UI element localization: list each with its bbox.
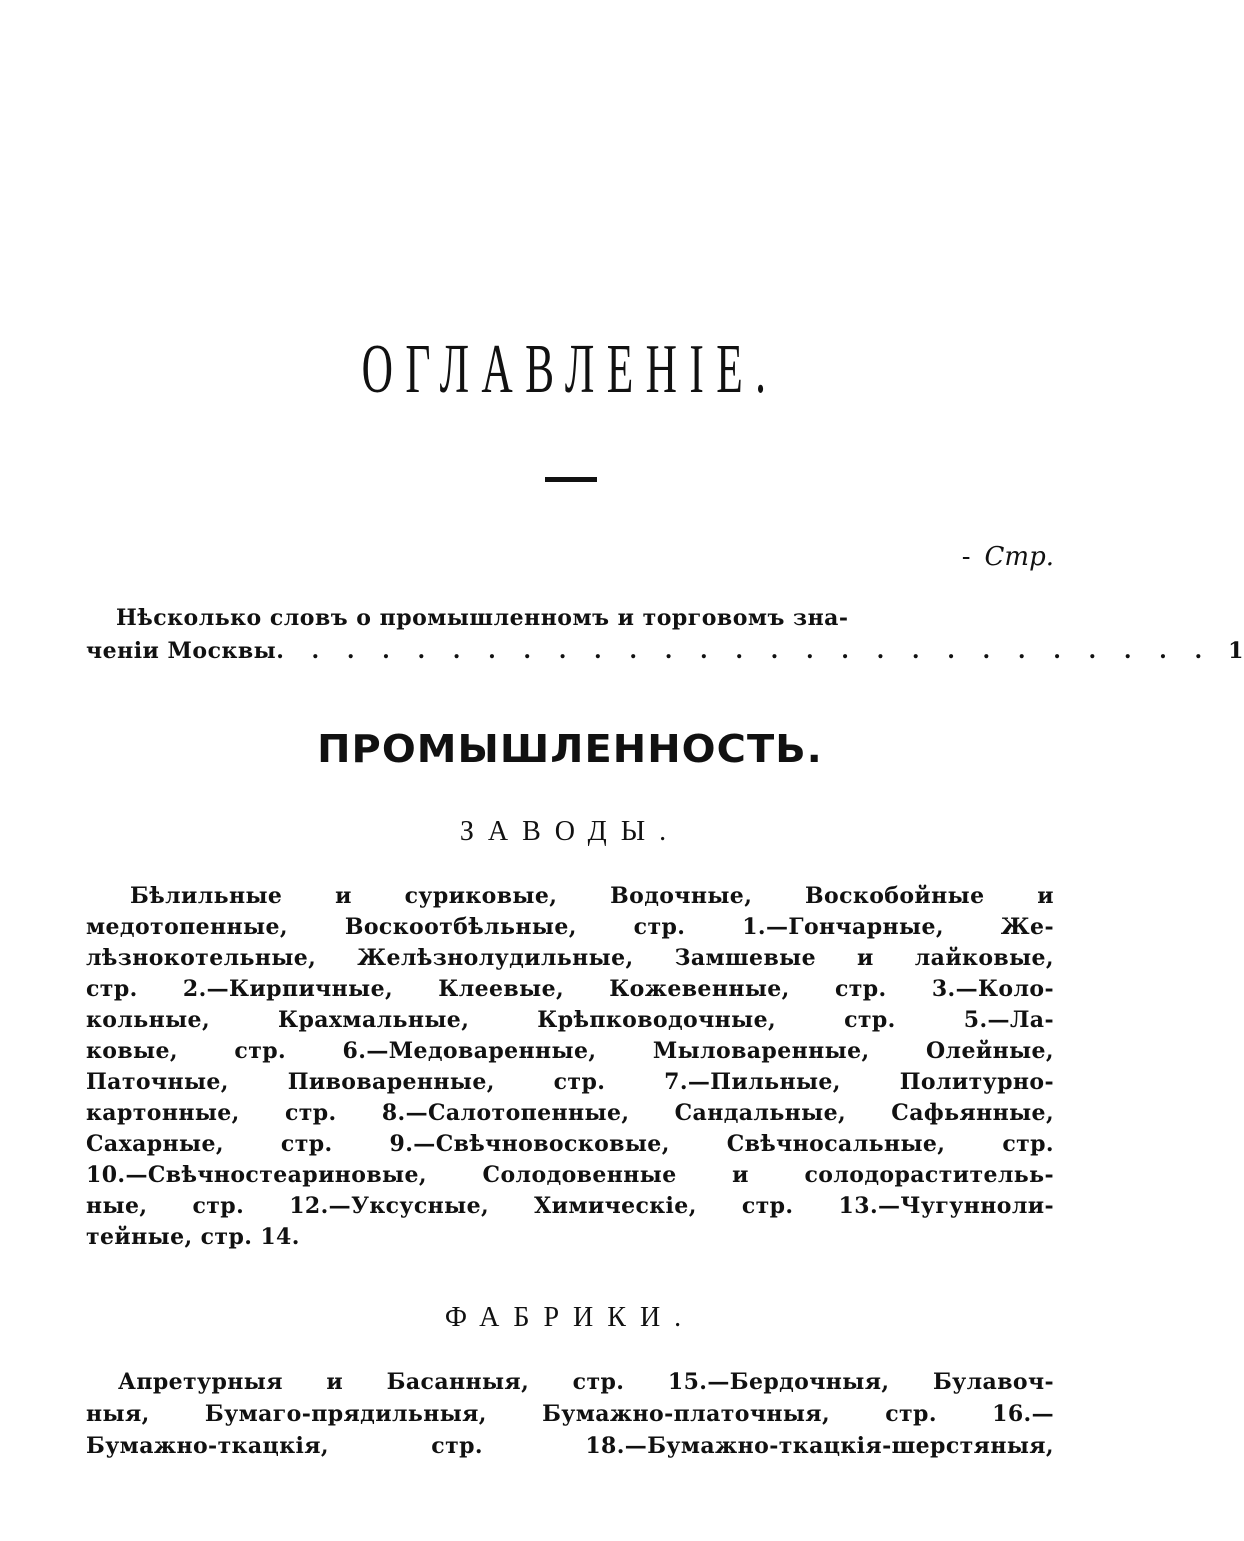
section-heading: ПРОМЫШЛЕННОСТЬ. bbox=[317, 727, 823, 771]
toc-entry-text: ченіи Москвы bbox=[86, 638, 277, 664]
toc-page-number: 1 bbox=[1228, 638, 1244, 664]
paragraph-line: 10.—Свѣчностеариновые, Солодовенные и солодорастительь- bbox=[86, 1162, 1054, 1188]
toc-entry-intro bbox=[86, 602, 1244, 668]
paragraph-line: ковые, стр. 6.—Медоваренные, Мыловаренные, Олейные, bbox=[86, 1038, 1054, 1064]
paragraph-line: Бумажно-ткацкія, стр. 18.—Бумажно-ткацкія-шерстяныя, bbox=[86, 1433, 1054, 1459]
dot-leader: . . . . . . . . . . . . . . . . . . . . . . . . . . . bbox=[276, 638, 1213, 664]
paragraph-line: Паточные, Пивоваренные, стр. 7.—Пильные, Политурно- bbox=[86, 1069, 1054, 1095]
page-column-header bbox=[962, 542, 1054, 572]
paragraph-line: стр. 2.—Кирпичные, Клеевые, Кожевенные, стр. 3.—Коло- bbox=[86, 976, 1054, 1002]
paragraph-line: Бѣлильные и суриковые, Водочные, Воскобойные и bbox=[130, 883, 1054, 909]
subsection-paragraph-zavody bbox=[86, 881, 1054, 1253]
paragraph-line: Апретурныя и Басанныя, стр. 15.—Бердочныя, Булавоч- bbox=[118, 1369, 1054, 1395]
paragraph-line: кольные, Крахмальные, Крѣпководочные, стр. 5.—Ла- bbox=[86, 1007, 1054, 1033]
subsection-heading-fabriki: ФАБРИКИ. bbox=[444, 1302, 696, 1333]
page-title: ОГЛАВЛЕНІЕ. bbox=[361, 331, 779, 408]
title-rule bbox=[545, 477, 597, 482]
toc-entry-text-line bbox=[86, 635, 1244, 668]
paragraph-line: тейные, стр. 14. bbox=[86, 1224, 300, 1250]
paragraph-line: лѣзнокотельные, Желѣзнолудильные, Замшевые и лайковые, bbox=[86, 945, 1054, 971]
toc-entry-text-line: Нѣсколько словъ о промышленномъ и торговомъ зна- bbox=[116, 605, 849, 631]
page-column-dash: - bbox=[961, 542, 971, 572]
subsection-paragraph-fabriki bbox=[86, 1366, 1054, 1462]
subsection-heading-zavody: ЗАВОДЫ. bbox=[459, 816, 681, 847]
page-column-label: Стр. bbox=[984, 542, 1054, 572]
paragraph-line: медотопенные, Воскоотбѣльные, стр. 1.—Гончарные, Же- bbox=[86, 914, 1054, 940]
paragraph-line: Сахарные, стр. 9.—Свѣчновосковые, Свѣчносальные, стр. bbox=[86, 1131, 1054, 1157]
paragraph-line: ные, стр. 12.—Уксусные, Химическіе, стр. 13.—Чугунноли- bbox=[86, 1193, 1054, 1219]
paragraph-line: картонные, стр. 8.—Салотопенные, Сандальные, Сафьянные, bbox=[86, 1100, 1054, 1126]
paragraph-line: ныя, Бумаго-прядильныя, Бумажно-платочныя, стр. 16.— bbox=[86, 1401, 1054, 1427]
